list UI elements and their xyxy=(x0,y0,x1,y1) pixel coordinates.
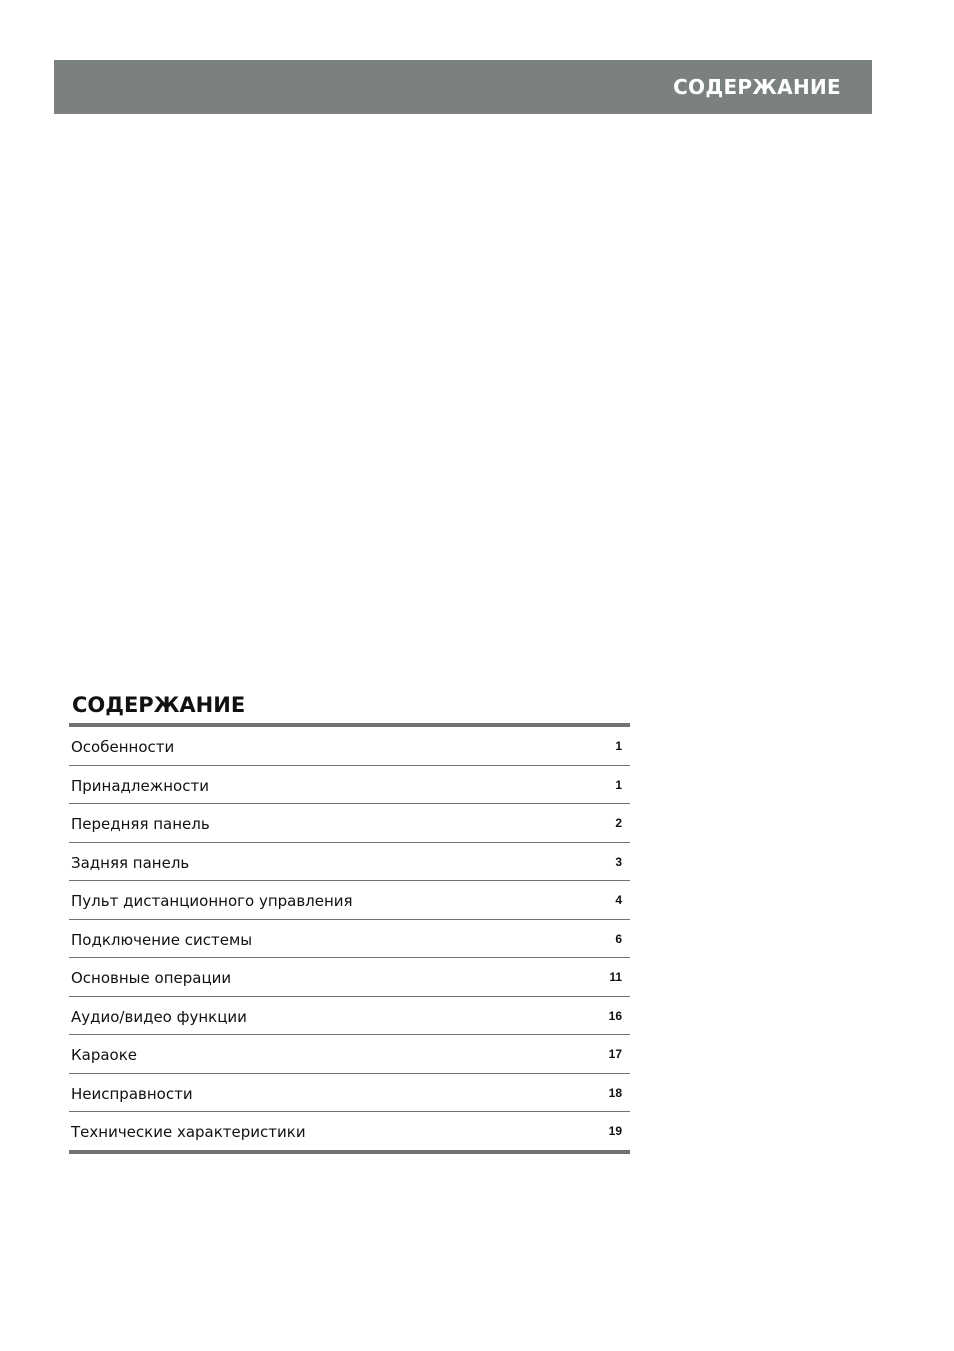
toc-entry-label: Основные операции xyxy=(71,969,232,987)
table-of-contents xyxy=(69,690,630,1154)
toc-entry-label: Задняя панель xyxy=(71,853,190,872)
toc-entry-label: Передняя панель xyxy=(71,815,210,833)
toc-row-front-panel[interactable] xyxy=(69,804,630,843)
header-bar xyxy=(54,60,872,114)
toc-entry-page: 11 xyxy=(609,970,622,984)
toc-entry-page: 2 xyxy=(615,816,622,830)
toc-entry-page: 16 xyxy=(608,1008,622,1023)
toc-entry-page: 3 xyxy=(615,854,622,869)
toc-entry-label: Особенности xyxy=(71,738,175,756)
toc-entry-label: Аудио/видео функции xyxy=(71,1007,247,1026)
toc-row-features[interactable] xyxy=(69,727,630,766)
toc-entry-page: 4 xyxy=(615,893,622,907)
toc-title: СОДЕРЖАНИЕ xyxy=(72,693,246,717)
toc-entry-label: Караоке xyxy=(71,1046,138,1064)
toc-entry-label: Технические характеристики xyxy=(71,1123,306,1141)
toc-row-karaoke[interactable] xyxy=(69,1035,630,1074)
toc-entry-page: 19 xyxy=(608,1124,622,1138)
toc-row-troubleshooting[interactable] xyxy=(69,1074,630,1113)
header-title: СОДЕРЖАНИЕ xyxy=(673,75,841,99)
toc-list xyxy=(69,727,630,1154)
toc-row-audio-video-functions[interactable] xyxy=(69,997,630,1036)
toc-entry-label: Принадлежности xyxy=(71,776,209,795)
toc-entry-page: 6 xyxy=(615,931,622,946)
toc-row-rear-panel[interactable] xyxy=(69,843,630,882)
toc-row-accessories[interactable] xyxy=(69,766,630,805)
toc-entry-page: 17 xyxy=(608,1047,622,1061)
toc-entry-page: 1 xyxy=(615,739,622,753)
toc-row-system-connection[interactable] xyxy=(69,920,630,959)
toc-entry-page: 18 xyxy=(608,1085,622,1100)
toc-row-basic-operations[interactable] xyxy=(69,958,630,997)
toc-entry-label: Подключение системы xyxy=(71,930,253,949)
toc-entry-page: 1 xyxy=(615,777,622,792)
toc-row-specifications[interactable] xyxy=(69,1112,630,1154)
toc-row-remote-control[interactable] xyxy=(69,881,630,920)
toc-entry-label: Пульт дистанционного управления xyxy=(71,892,353,910)
toc-entry-label: Неисправности xyxy=(71,1084,193,1103)
